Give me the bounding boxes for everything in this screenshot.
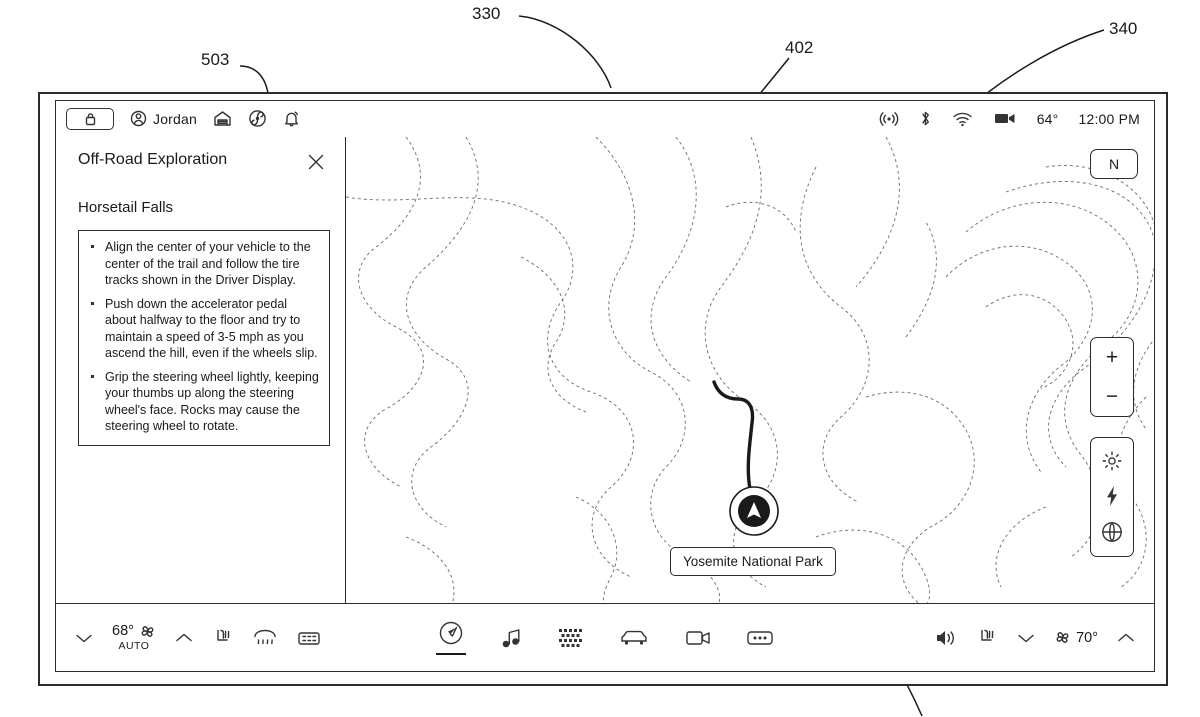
bottom-control-bar bbox=[56, 603, 1154, 671]
map-place-label[interactable]: Yosemite National Park bbox=[670, 547, 836, 576]
profile-button[interactable] bbox=[130, 110, 197, 127]
active-tab-underline bbox=[436, 653, 466, 656]
map-view[interactable] bbox=[346, 137, 1154, 603]
fan-icon bbox=[139, 623, 156, 640]
close-button[interactable] bbox=[305, 151, 327, 173]
callout-402: 402 bbox=[785, 38, 814, 57]
driver-temp-value: 68° bbox=[112, 623, 134, 640]
compass-north-button[interactable] bbox=[1090, 149, 1138, 179]
wireless-broadcast-icon[interactable] bbox=[879, 110, 899, 128]
seat-heater-icon[interactable] bbox=[976, 627, 998, 649]
callout-503: 503 bbox=[201, 50, 230, 69]
apps-grid-icon[interactable] bbox=[556, 625, 584, 651]
seat-heater-icon[interactable] bbox=[212, 627, 234, 649]
music-note-icon[interactable] bbox=[500, 625, 522, 651]
vehicle-position-icon[interactable] bbox=[728, 485, 780, 537]
settings-gear-icon[interactable] bbox=[1101, 450, 1123, 472]
status-bar bbox=[56, 101, 1154, 137]
list-item: Push down the accelerator pedal about halfway to the floor and try to maintain a speed of 3-5 mph as you ascend the hill, even if the wheels slip. bbox=[101, 296, 319, 362]
infotainment-device-frame bbox=[38, 92, 1168, 686]
app-launcher-row bbox=[436, 620, 774, 656]
passenger-temperature[interactable] bbox=[1054, 629, 1098, 646]
zoom-in-button[interactable]: + bbox=[1105, 346, 1119, 369]
outside-temperature: 64° bbox=[1036, 110, 1059, 127]
notification-bell-icon[interactable] bbox=[283, 110, 300, 128]
clock: 12:00 PM bbox=[1078, 110, 1140, 127]
auto-label: AUTO bbox=[118, 639, 150, 652]
garage-home-icon[interactable] bbox=[213, 110, 232, 127]
charging-bolt-icon[interactable] bbox=[1104, 484, 1120, 508]
passenger-climate-controls bbox=[934, 627, 1136, 649]
callout-330: 330 bbox=[472, 4, 501, 23]
instruction-list bbox=[78, 230, 330, 446]
compass-label: N bbox=[1108, 156, 1120, 172]
off-road-panel bbox=[56, 137, 346, 603]
panel-title: Off-Road Exploration bbox=[78, 151, 228, 168]
profile-name: Jordan bbox=[153, 110, 198, 127]
callout-340: 340 bbox=[1109, 19, 1138, 38]
map-tool-controls[interactable] bbox=[1090, 437, 1134, 557]
volume-icon[interactable] bbox=[934, 627, 958, 649]
panel-header bbox=[78, 151, 327, 173]
driver-temperature[interactable] bbox=[112, 623, 156, 652]
fan-icon[interactable] bbox=[248, 109, 267, 128]
chevron-up-icon[interactable] bbox=[1116, 631, 1136, 645]
list-item: Align the center of your vehicle to the center of the trail and follow the tire tracks shown in the Driver Display. bbox=[101, 239, 319, 289]
infotainment-screen bbox=[55, 100, 1155, 672]
more-dots-icon[interactable] bbox=[746, 628, 774, 648]
chevron-down-icon[interactable] bbox=[74, 631, 94, 645]
lock-icon bbox=[85, 112, 96, 126]
list-item: Grip the steering wheel lightly, keeping your thumbs up along the steering wheel's face. Rocks may cause the steering wheel to rotate. bbox=[101, 369, 319, 435]
chevron-up-icon[interactable] bbox=[174, 631, 194, 645]
main-content bbox=[56, 137, 1154, 603]
navigation-icon[interactable] bbox=[436, 620, 466, 656]
zoom-controls[interactable] bbox=[1090, 337, 1134, 417]
passenger-temp-value: 70° bbox=[1076, 629, 1098, 646]
zoom-out-button[interactable]: − bbox=[1105, 385, 1119, 408]
windshield-defrost-icon[interactable] bbox=[252, 628, 278, 648]
user-avatar-icon bbox=[130, 110, 147, 127]
driver-climate-controls bbox=[74, 623, 322, 652]
car-controls-icon[interactable] bbox=[618, 627, 650, 649]
trail-name: Horsetail Falls bbox=[78, 199, 174, 216]
camera-icon[interactable] bbox=[684, 627, 712, 649]
dashcam-icon[interactable] bbox=[993, 110, 1017, 127]
wifi-icon[interactable] bbox=[952, 111, 973, 127]
rear-defrost-icon[interactable] bbox=[296, 628, 322, 648]
fan-icon bbox=[1054, 629, 1071, 646]
bluetooth-icon[interactable] bbox=[919, 109, 932, 128]
globe-icon[interactable] bbox=[1100, 520, 1124, 544]
lock-button[interactable] bbox=[66, 108, 114, 130]
chevron-down-icon[interactable] bbox=[1016, 631, 1036, 645]
